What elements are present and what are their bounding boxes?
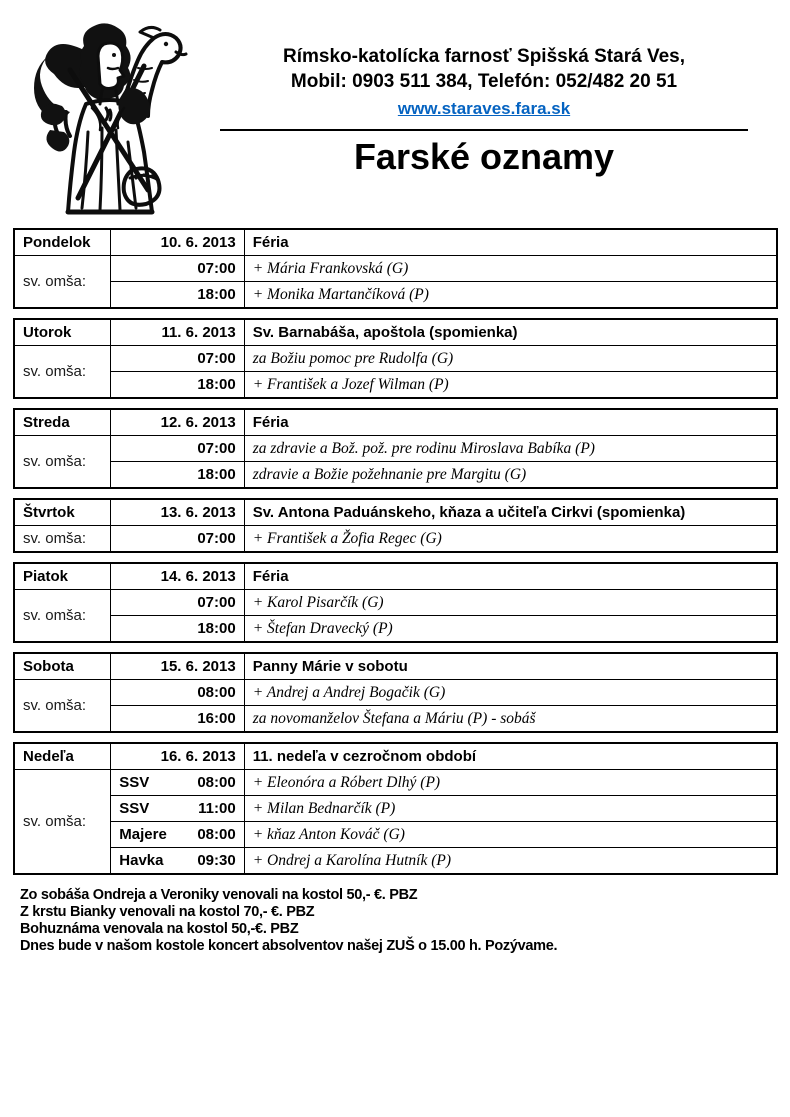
mass-intention: + Mária Frankovská (G) [244,256,777,282]
mass-label: sv. omša: [14,526,111,553]
announcement-line: Z krstu Bianky venovali na kostol 70,- €. PBZ [20,904,315,920]
mass-time: 18:00 [111,462,244,489]
mass-time: 08:00 [197,826,236,843]
mass-intention: za zdravie a Bož. pož. pre rodinu Miroslava Babíka (P) [244,436,777,462]
mass-label: sv. omša: [14,770,111,875]
mass-label: sv. omša: [14,436,111,489]
good-shepherd-logo [26,12,194,218]
mass-intention: + Andrej a Andrej Bogačik (G) [244,680,777,706]
mass-intention: + Eleonóra a Róbert Dlhý (P) [244,770,777,796]
mass-place-time [111,796,244,822]
mass-time: 16:00 [111,706,244,733]
feast-title: Panny Márie v sobotu [244,653,777,680]
day-table-pondelok [13,228,778,309]
feast-title: Féria [244,409,777,436]
mass-intention: za novomanželov Štefana a Máriu (P) - sobáš [244,706,777,733]
mass-time: 07:00 [111,346,244,372]
day-name: Nedeľa [14,743,111,770]
mass-time: 07:00 [111,436,244,462]
day-name: Streda [14,409,111,436]
day-name: Utorok [14,319,111,346]
mass-time: 18:00 [111,282,244,309]
mass-place-time [111,848,244,875]
mass-time: 18:00 [111,616,244,643]
mass-intention: + Ondrej a Karolína Hutník (P) [244,848,777,875]
day-name: Štvrtok [14,499,111,526]
day-table-piatok [13,562,778,643]
mass-schedule [13,228,778,875]
mass-time: 09:30 [197,852,236,869]
mass-place: SSV [119,774,150,791]
day-table-streda [13,408,778,489]
mass-label: sv. omša: [14,680,111,733]
mass-time: 07:00 [111,526,244,553]
mass-intention: + Štefan Dravecký (P) [244,616,777,643]
website-link[interactable]: www.staraves.fara.sk [397,99,571,118]
feast-title: Sv. Barnabáša, apoštola (spomienka) [244,319,777,346]
day-table-sobota [13,652,778,733]
mass-intention: + František a Jozef Wilman (P) [244,372,777,399]
day-table-utorok [13,318,778,399]
mass-label: sv. omša: [14,256,111,309]
mass-intention: za Božiu pomoc pre Rudolfa (G) [244,346,777,372]
mass-intention: + Monika Martančíková (P) [244,282,777,309]
announcement-line: Bohuznáma venovala na kostol 50,-€. PBZ [20,921,299,937]
mass-time: 08:00 [197,774,236,791]
contact-info: Mobil: 0903 511 384, Telefón: 052/482 20 51 [290,71,678,92]
good-shepherd-icon [26,12,194,218]
day-name: Piatok [14,563,111,590]
day-date: 15. 6. 2013 [111,653,244,680]
parish-name: Rímsko-katolícka farnosť Spišská Stará Ves, [283,46,685,67]
day-table-stvrtok [13,498,778,553]
feast-title: Sv. Antona Paduánskeho, kňaza a učiteľa Cirkvi (spomienka) [244,499,777,526]
mass-time: 07:00 [111,256,244,282]
mass-intention: + Karol Pisarčík (G) [244,590,777,616]
day-name: Sobota [14,653,111,680]
day-date: 11. 6. 2013 [111,319,244,346]
feast-title: Féria [244,229,777,256]
announcement-line: Dnes bude v našom kostole koncert absolventov našej ZUŠ o 15.00 h. Pozývame. [20,938,558,954]
mass-label: sv. omša: [14,590,111,643]
mass-place-time [111,822,244,848]
feast-title: Féria [244,563,777,590]
mass-place-time [111,770,244,796]
announcement-line: Zo sobáša Ondreja a Veroniky venovali na kostol 50,- €. PBZ [20,887,418,903]
feast-title: 11. nedeľa v cezročnom období [244,743,777,770]
day-date: 14. 6. 2013 [111,563,244,590]
mass-place: Majere [119,826,167,843]
day-date: 13. 6. 2013 [111,499,244,526]
day-name: Pondelok [14,229,111,256]
mass-place: Havka [119,852,164,869]
mass-label: sv. omša: [14,346,111,399]
day-date: 10. 6. 2013 [111,229,244,256]
header-text-block [220,44,748,179]
page-title: Farské oznamy [353,136,615,177]
header-divider [220,129,748,131]
mass-place: SSV [119,800,150,817]
mass-intention: zdravie a Božie požehnanie pre Margitu (G) [244,462,777,489]
mass-intention: + Milan Bednarčík (P) [244,796,777,822]
day-date: 12. 6. 2013 [111,409,244,436]
mass-time: 08:00 [111,680,244,706]
mass-time: 07:00 [111,590,244,616]
announcements-section [20,887,770,955]
mass-intention: + František a Žofia Regec (G) [244,526,777,553]
mass-intention: + kňaz Anton Kováč (G) [244,822,777,848]
mass-time: 11:00 [198,800,236,817]
day-table-nedela [13,742,778,875]
day-date: 16. 6. 2013 [111,743,244,770]
document-header [0,0,790,216]
mass-time: 18:00 [111,372,244,399]
